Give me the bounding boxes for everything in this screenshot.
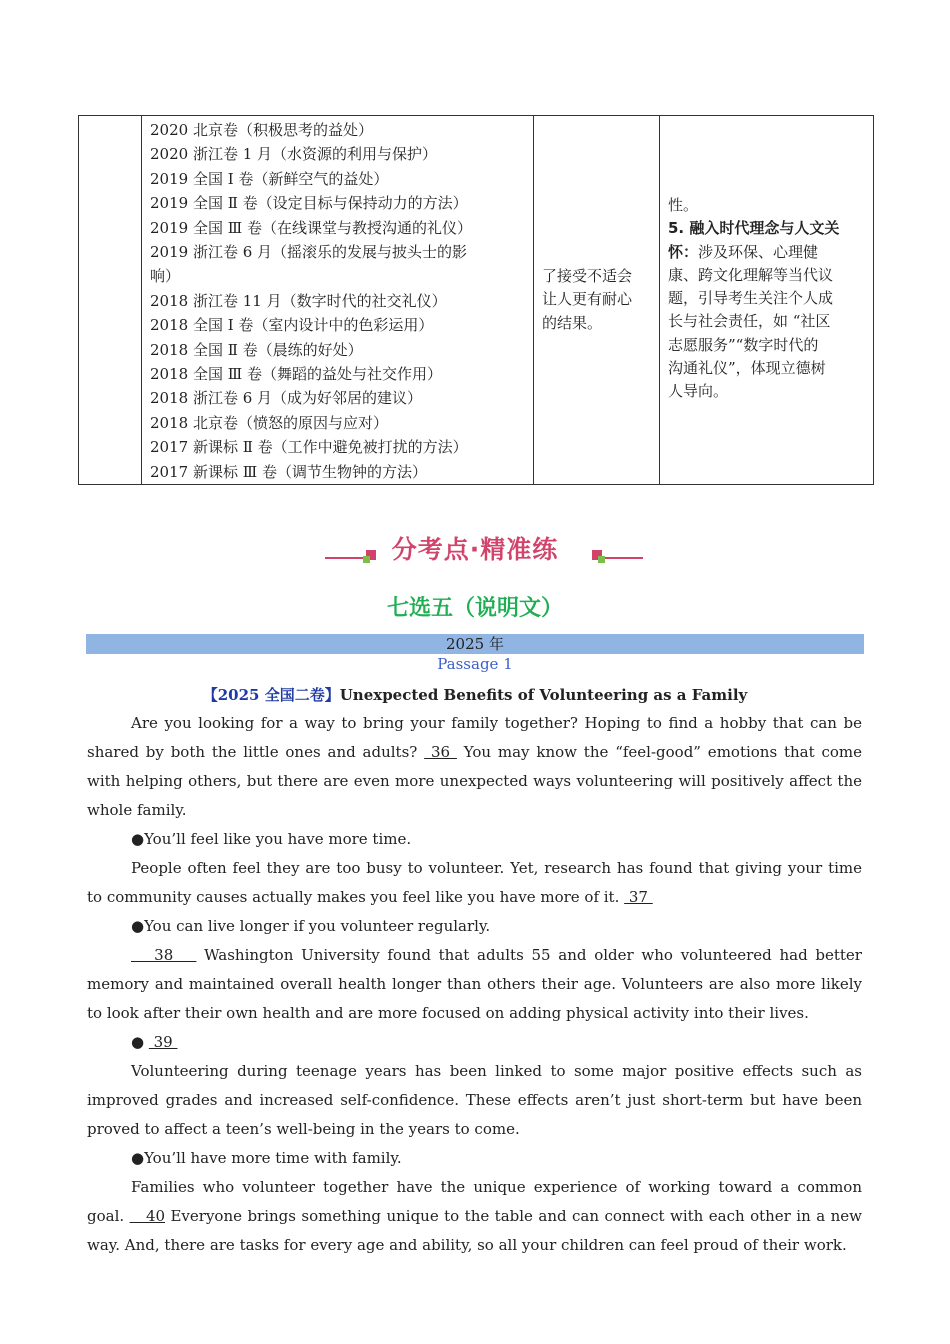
feature-line: 康、跨文化理解等当代议 (668, 265, 834, 284)
exam-list-item: 响） (150, 267, 181, 286)
notes-cell (534, 116, 660, 485)
feature-line: 沟通礼仪”，体现立德树 (668, 359, 826, 378)
year-bar: 2025 年 (86, 634, 864, 654)
bullet-heading: ● 39 (131, 1033, 178, 1051)
passage-body (87, 709, 862, 1260)
feature-line: 志愿服务”“数字时代的 (668, 335, 819, 354)
feature-line: 长与社会责任，如 “社区 (668, 312, 831, 331)
exam-list (142, 116, 533, 484)
empty-cell (79, 116, 142, 485)
banner-title: 分考点·精准练 (391, 535, 559, 564)
bullet-heading: ●You can live longer if you volunteer regularly. (131, 917, 491, 935)
exam-list-item: 2017 新课标 Ⅲ 卷（调节生物钟的方法） (150, 462, 427, 481)
exam-list-item: 2019 全国 Ⅲ 卷（在线课堂与教授沟通的礼仪） (150, 218, 472, 237)
exam-list-item: 2018 北京卷（愤怒的原因与应对） (150, 413, 388, 432)
exam-list-cell (142, 116, 534, 485)
feature-heading: 5. 融入时代理念与人文关 (668, 219, 840, 238)
passage-title: Unexpected Benefits of Volunteering as a Family (339, 686, 748, 704)
exam-table (78, 115, 874, 485)
passage-title-line (0, 684, 950, 705)
exam-list-item: 2018 浙江卷 11 月（数字时代的社交礼仪） (150, 291, 447, 310)
exam-list-item: 2019 全国 Ⅰ 卷（新鲜空气的益处） (150, 169, 389, 188)
exam-list-item: 2018 全国 Ⅱ 卷（晨练的好处） (150, 340, 363, 359)
note-line: 了接受不适会 (542, 266, 633, 285)
feature-line: 人导向。 (668, 382, 729, 401)
passage-label: Passage 1 (437, 655, 513, 673)
exam-list-item: 2018 全国 Ⅰ 卷（室内设计中的色彩运用） (150, 316, 434, 335)
feature-text: 涉及环保、心理健 (698, 242, 819, 261)
bullet-heading: ●You’ll feel like you have more time. (131, 830, 412, 848)
paragraph: Are you looking for a way to bring your family together? Hoping to find a hobby that can be shared by both the little ones and adults? 36 You may know the “feel-good” emotions that come with helping others, but there are even more unexpected ways volunteering will positively affect the whole family. (87, 714, 863, 819)
exam-list-item: 2019 浙江卷 6 月（摇滚乐的发展与披头士的影 (150, 243, 468, 262)
section-title: 七选五（说明文） (386, 596, 563, 621)
features-cell (660, 116, 874, 485)
blank-36[interactable]: 36 (424, 743, 457, 761)
paragraph: Families who volunteer together have the unique experience of working toward a common goal. 40 Everyone brings something unique to the table and can connect with each other in a new way. And, there are tasks for every age and ability, so all your children can feel proud of their work. (87, 1178, 862, 1254)
blank-39[interactable]: 39 (148, 1033, 178, 1051)
passage-source: 【2025 全国二卷】 (202, 686, 340, 704)
blank-38[interactable]: 38 (131, 946, 197, 964)
exam-list-item: 2018 浙江卷 6 月（成为好邻居的建议） (150, 389, 423, 408)
exam-list-item: 2020 浙江卷 1 月（水资源的利用与保护） (150, 145, 438, 164)
paragraph: People often feel they are too busy to volunteer. Yet, research has found that giving your time to community causes actually makes you feel like you have more of it. 37 (87, 859, 862, 906)
feature-line: 性。 (668, 196, 699, 214)
exam-list-item: 2018 全国 Ⅲ 卷（舞蹈的益处与社交作用） (150, 365, 442, 384)
section-banner (300, 528, 650, 574)
blank-37[interactable]: 37 (624, 888, 653, 906)
feature-heading-cont: 怀： (668, 242, 699, 261)
feature-line: 题，引导考生关注个人成 (668, 289, 834, 308)
note-line: 的结果。 (542, 313, 603, 332)
exam-list-item: 2020 北京卷（积极思考的益处） (150, 121, 373, 139)
exam-list-item: 2019 全国 Ⅱ 卷（设定目标与保持动力的方法） (150, 194, 468, 213)
note-line: 让人更有耐心 (542, 290, 633, 309)
blank-40[interactable]: 40 (129, 1207, 166, 1225)
bullet-heading: ●You’ll have more time with family. (131, 1149, 402, 1167)
exam-list-item: 2017 新课标 Ⅱ 卷（工作中避免被打扰的方法） (150, 438, 468, 457)
paragraph: 38 Washington University found that adults 55 and older who volunteered had better memory and maintained overall health longer than others their age. Volunteers are also more likely to look after their own health and are more focused on adding physical activity into their lives. (87, 946, 862, 1022)
paragraph: Volunteering during teenage years has been linked to some major positive effects such as improved grades and increased self-confidence. These effects aren’t just short-term but have been proved to affect a teen’s well-being in the years to come. (87, 1062, 862, 1138)
